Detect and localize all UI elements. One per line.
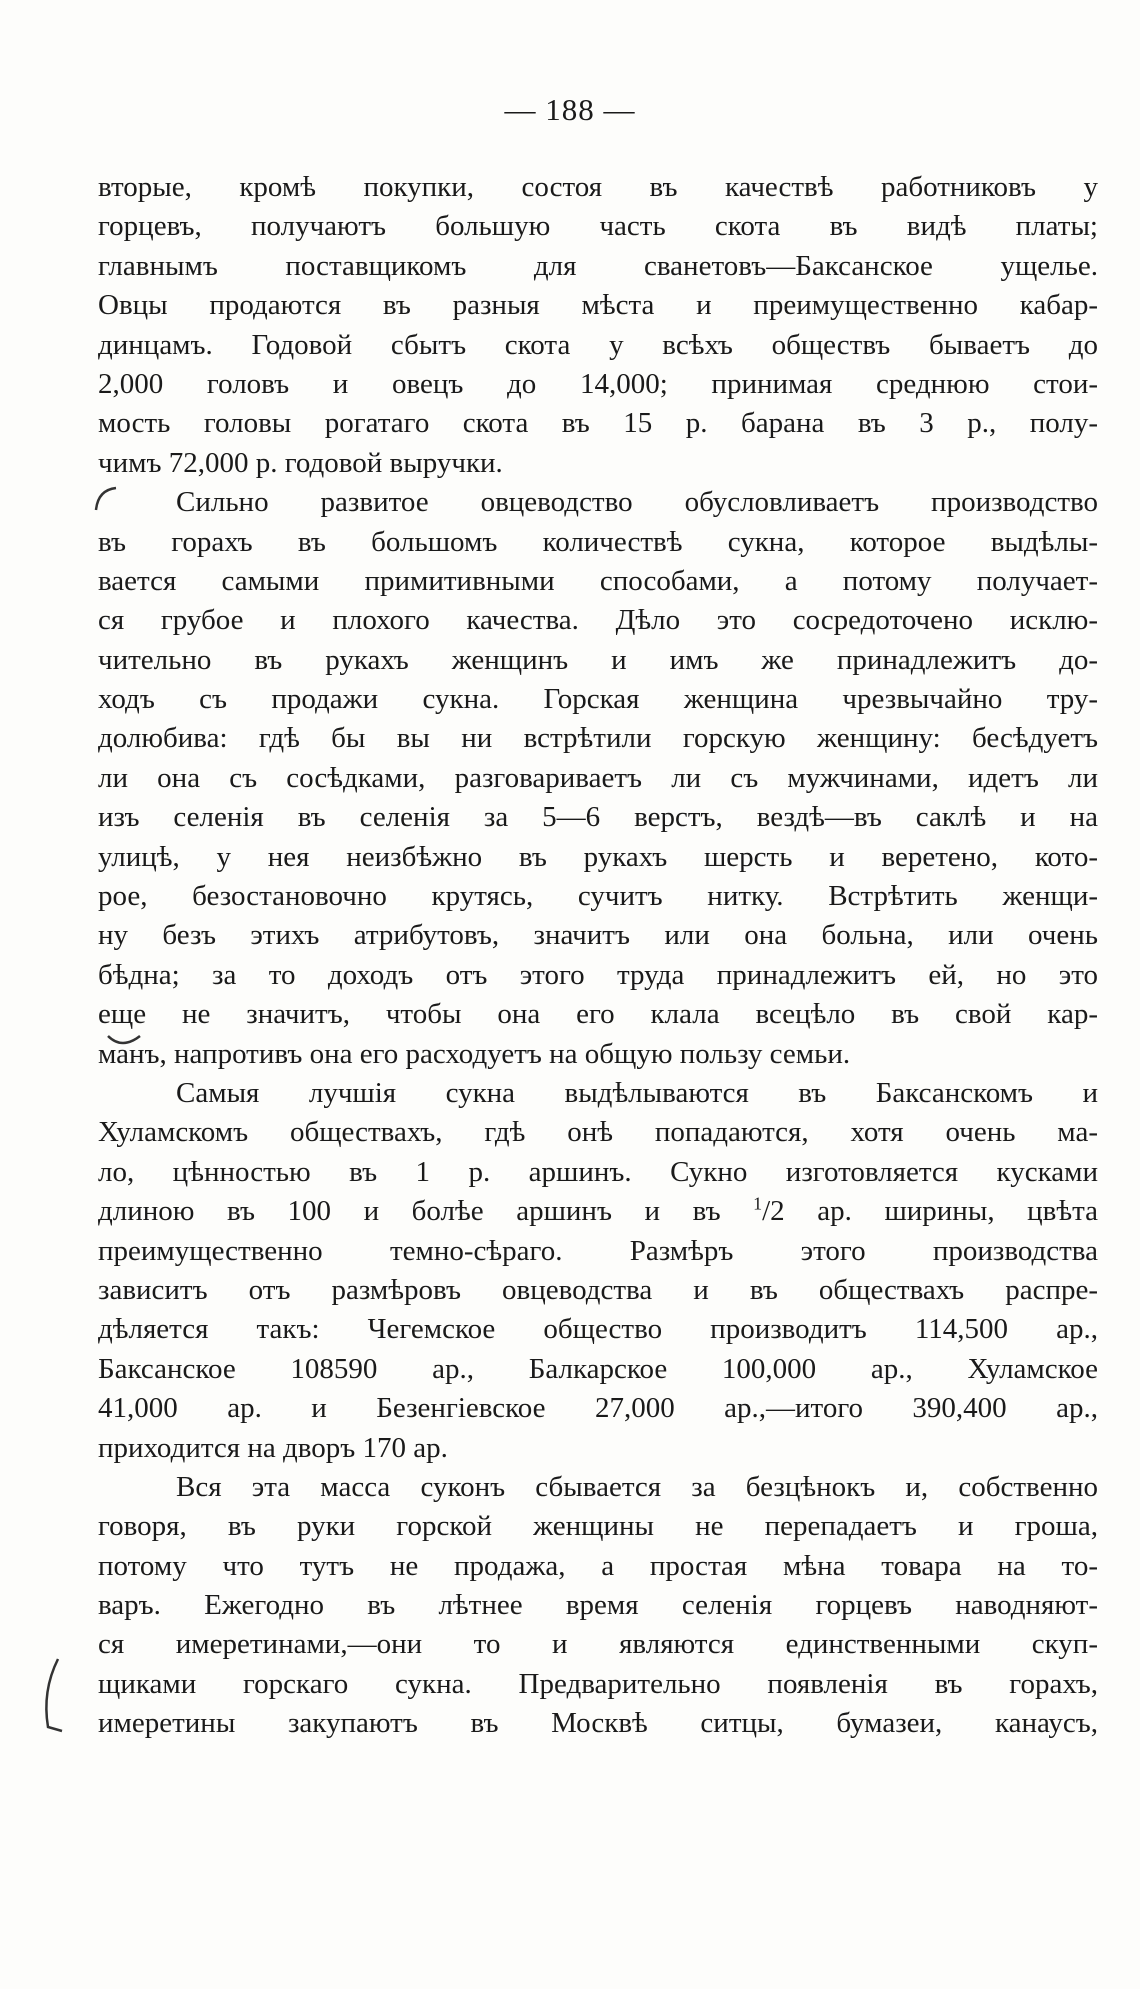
text-line: улицѣ, у нея неизбѣжно въ рукахъ шерсть и веретено, кото-	[98, 840, 1098, 873]
text-line: мость головы рогатаго скота въ 15 р. барана въ 3 р., полу-	[98, 407, 1098, 440]
text-line: долюбива: гдѣ бы вы ни встрѣтили горскую женщину: бесѣдуетъ	[98, 722, 1098, 755]
paragraph-start-line: Самыя лучшія сукна выдѣлываются въ Баксанскомъ и	[176, 1076, 1098, 1109]
text-line: ся имеретинами,—они то и являются единственными скуп-	[98, 1628, 1098, 1661]
body-text	[98, 168, 1098, 1744]
text-line: ну безъ этихъ атрибутовъ, значитъ или она больна, или очень	[98, 919, 1098, 952]
text-line: ходъ съ продажи сукна. Горская женщина чрезвычайно тру-	[98, 683, 1098, 716]
text-line: имеретины закупаютъ въ Москвѣ ситцы, бумазеи, канаусъ,	[98, 1707, 1098, 1740]
text-line: вается самыми примитивными способами, а потому получает-	[98, 564, 1098, 597]
paragraph-start-line: Вся эта масса суконъ сбывается за безцѣнокъ и, собственно	[176, 1470, 1098, 1503]
text-line: варъ. Ежегодно въ лѣтнее время селенія горцевъ наводняют-	[98, 1589, 1098, 1622]
text-line-with-fraction	[98, 1192, 1098, 1231]
text-line: говоря, въ руки горской женщины не перепадаетъ и гроша,	[98, 1510, 1098, 1543]
text-line: 41,000 ар. и Безенгіевское 27,000 ар.,—итого 390,400 ар.,	[98, 1392, 1098, 1425]
text-line: еще не значитъ, чтобы она его клала всецѣло въ свой кар-	[98, 998, 1098, 1031]
text-line: манъ, напротивъ она его расходуетъ на общую пользу семьи.	[98, 1037, 851, 1070]
text-line: ли она съ сосѣдками, разговариваетъ ли съ мужчинами, идетъ ли	[98, 761, 1098, 794]
text-line: изъ селенія въ селенія за 5—6 верстъ, вездѣ—въ саклѣ и на	[98, 801, 1098, 834]
text-line: горцевъ, получаютъ большую часть скота въ видѣ платы;	[98, 210, 1098, 243]
text-line: бѣдна; за то доходъ отъ этого труда принадлежитъ ей, но это	[98, 958, 1098, 991]
text-line: ся грубое и плохого качества. Дѣло это сосредоточено исклю-	[98, 604, 1098, 637]
text-line: вторые, кромѣ покупки, состоя въ качествѣ работниковъ у	[98, 171, 1098, 203]
text-line: 2,000 головъ и овецъ до 14,000; принимая среднюю стои-	[98, 367, 1098, 400]
text-segment: ар. ширины, цвѣта	[784, 1195, 1098, 1228]
text-line: чительно въ рукахъ женщинъ и имъ же принадлежитъ до-	[98, 643, 1098, 676]
text-line: преимущественно темно-сѣраго. Размѣръ этого производства	[98, 1234, 1098, 1267]
page-number: — 188 —	[504, 92, 636, 127]
text-line: Овцы продаются въ разныя мѣста и преимущественно кабар-	[98, 289, 1098, 322]
paragraph-start-line: Сильно развитое овцеводство обусловливаетъ производство	[176, 486, 1098, 519]
text-line: чимъ 72,000 р. годовой выручки.	[98, 446, 503, 479]
text-line: ло, цѣнностью въ 1 р. аршинъ. Сукно изготовляется кусками	[98, 1155, 1098, 1188]
text-segment: длиною въ 100 и болѣе аршинъ и въ	[98, 1195, 754, 1228]
text-line: дѣляется такъ: Чегемское общество производитъ 114,500 ар.,	[98, 1313, 1098, 1346]
text-line: зависитъ отъ размѣровъ овцеводства и въ обществахъ распре-	[98, 1273, 1098, 1306]
text-line: щиками горскаго сукна. Предварительно появленія въ горахъ,	[98, 1667, 1098, 1700]
text-line: приходится на дворъ 170 ар.	[98, 1431, 448, 1464]
text-line: Баксанское 108590 ар., Балкарское 100,000 ар., Хуламское	[98, 1352, 1098, 1385]
fraction: $^1$/2	[753, 1193, 785, 1228]
text-line: рое, безостановочно крутясь, сучитъ нитку. Встрѣтить женщи-	[98, 880, 1098, 913]
text-line: въ горахъ въ большомъ количествѣ сукна, которое выдѣлы-	[98, 525, 1098, 558]
text-line: потому что тутъ не продажа, а простая мѣна товара на то-	[98, 1549, 1098, 1582]
text-line: Хуламскомъ обществахъ, гдѣ онѣ попадаются, хотя очень ма-	[98, 1116, 1098, 1149]
margin-pencil-mark-3	[36, 1655, 66, 1735]
text-line: главнымъ поставщикомъ для сванетовъ—Баксанское ущелье.	[98, 249, 1098, 282]
text-line: динцамъ. Годовой сбытъ скота у всѣхъ обществъ бываетъ до	[98, 328, 1098, 361]
